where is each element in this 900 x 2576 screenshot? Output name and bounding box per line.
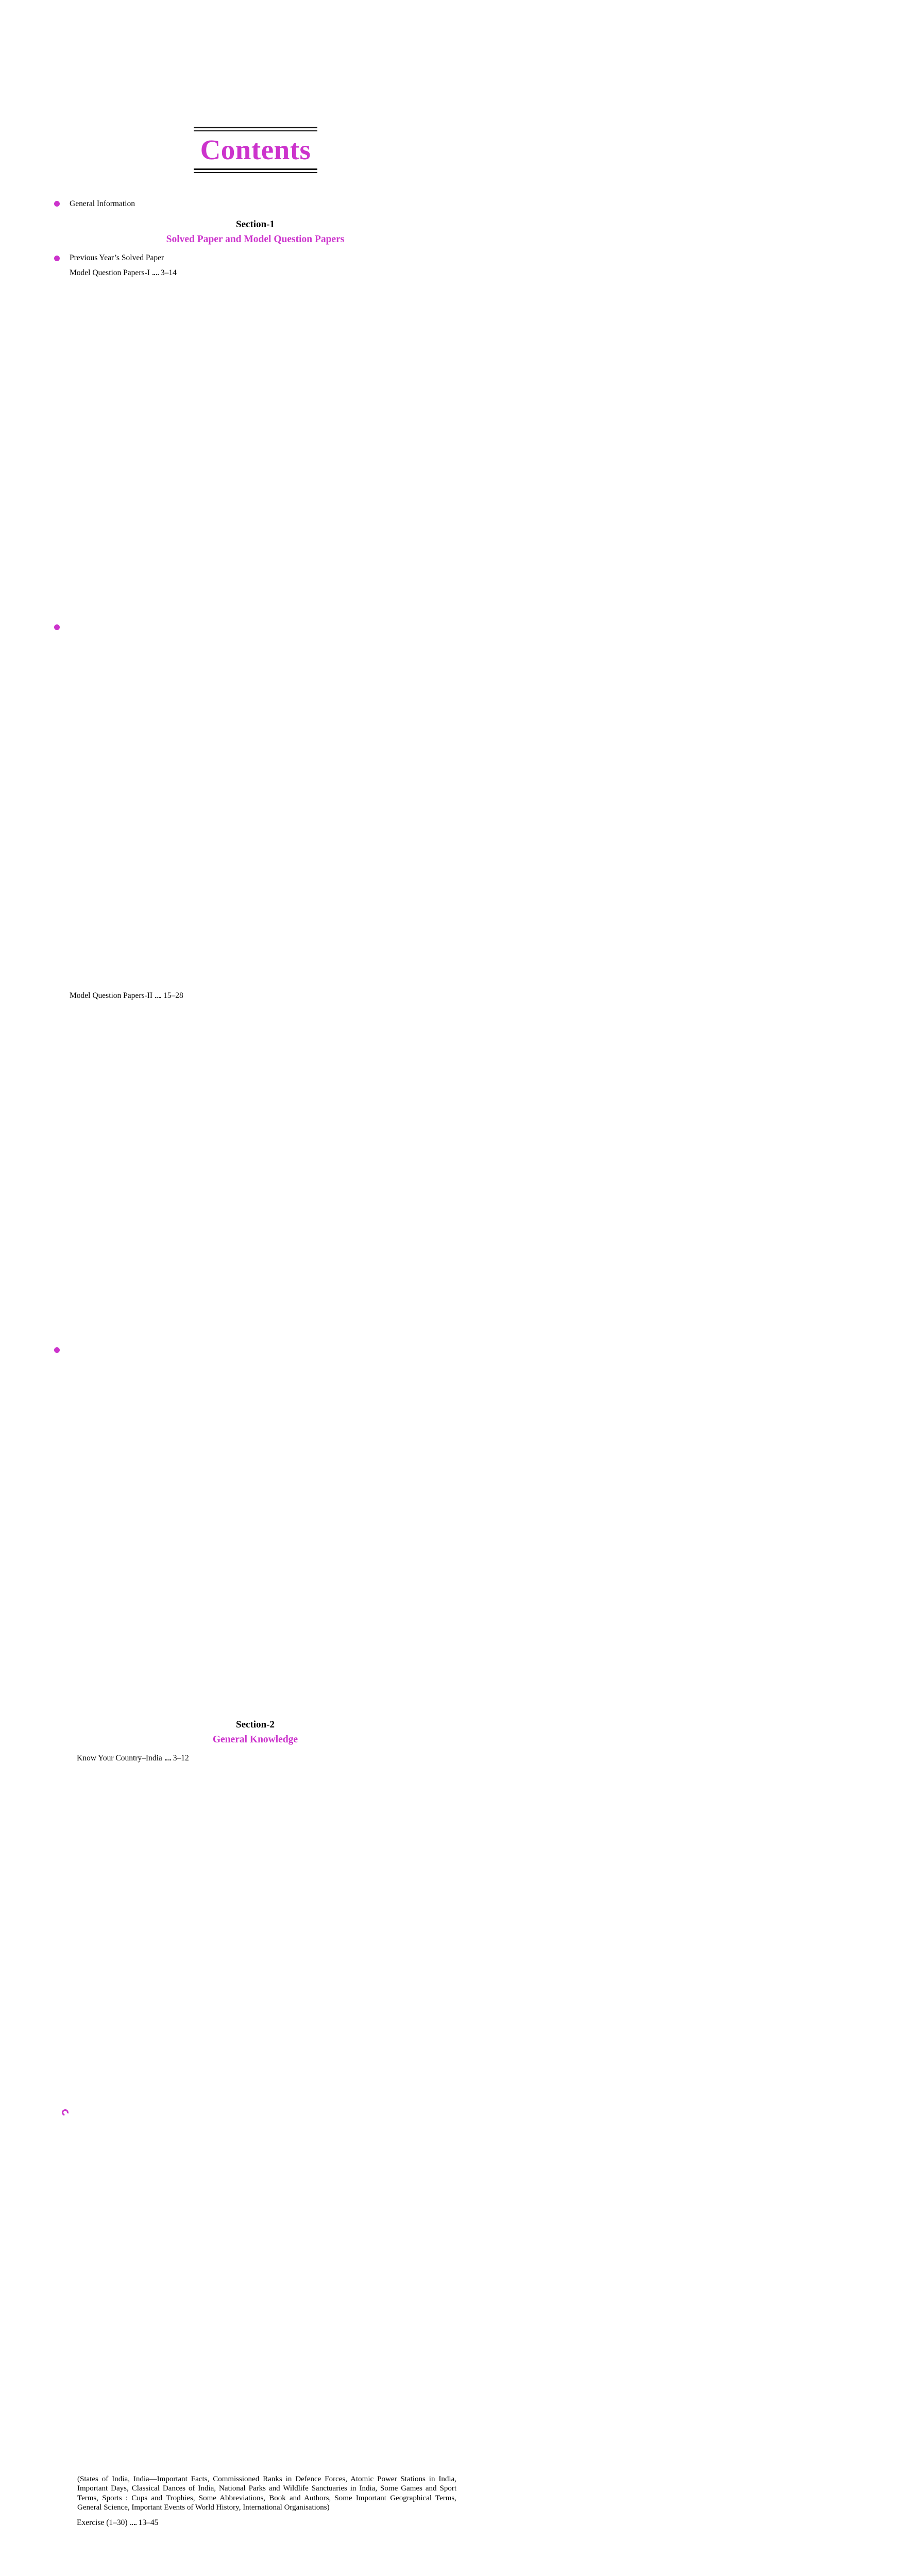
table-of-contents xyxy=(0,197,511,2576)
title-block xyxy=(194,127,317,173)
bullet-icon xyxy=(54,1347,60,1353)
bullet-icon xyxy=(54,624,60,630)
page-title: Contents xyxy=(194,134,317,166)
toc-item-page: 3–12 xyxy=(173,1751,684,2474)
section-subtitle: Solved Paper and Model Question Papers xyxy=(54,232,456,247)
toc-item-label: Exercise (1–30) xyxy=(77,2516,128,2530)
title-rule-top xyxy=(194,127,317,131)
toc-item-label: Model Question Papers-I xyxy=(70,266,150,281)
toc-item-label: Model Question Papers-II xyxy=(70,989,152,1004)
toc-item xyxy=(54,197,456,212)
toc-item xyxy=(54,1751,456,2474)
section-heading xyxy=(54,217,456,247)
toc-item-label: Know Your Country–India xyxy=(77,1751,162,1766)
section-name: Section-2 xyxy=(54,1717,456,1732)
section-subtitle: General Knowledge xyxy=(54,1732,456,1747)
toc-item xyxy=(54,251,456,266)
toc-item-page: 3–14 xyxy=(161,266,672,989)
leader-dots xyxy=(130,2523,137,2525)
leader-dots xyxy=(152,274,159,275)
contents-page xyxy=(0,127,511,850)
toc-item-page: 13–45 xyxy=(139,2516,650,2576)
title-rule-bottom xyxy=(194,168,317,173)
leader-dots xyxy=(155,996,161,998)
toc-item-label: Previous Year’s Solved Paper xyxy=(70,251,164,266)
toc-item xyxy=(54,266,456,989)
bullet-icon xyxy=(54,256,60,261)
toc-item xyxy=(54,989,456,1711)
section-name: Section-1 xyxy=(54,217,456,232)
bullet-icon xyxy=(54,201,60,207)
toc-item xyxy=(54,2516,456,2576)
section-heading xyxy=(54,1717,456,1747)
leader-dots xyxy=(165,1759,171,1760)
chapter-topics-description: (States of India, India—Important Facts, Commissioned Ranks in Defence Forces, Atomic Power Stations in India, Important Days, Classical Dances of India, National Parks and Wildlife Sanctuaries in India, Some Games and Sport Terms, Sports : Cups and Trophies, Some Abbreviations, Book and Authors, Some Important Geographical Terms, General Science, Important Events of World History, International Organisations) xyxy=(77,2475,456,2513)
toc-item-page: 15–28 xyxy=(163,989,674,1711)
crescent-icon xyxy=(61,2108,70,2117)
toc-item-label: General Information xyxy=(70,197,135,212)
